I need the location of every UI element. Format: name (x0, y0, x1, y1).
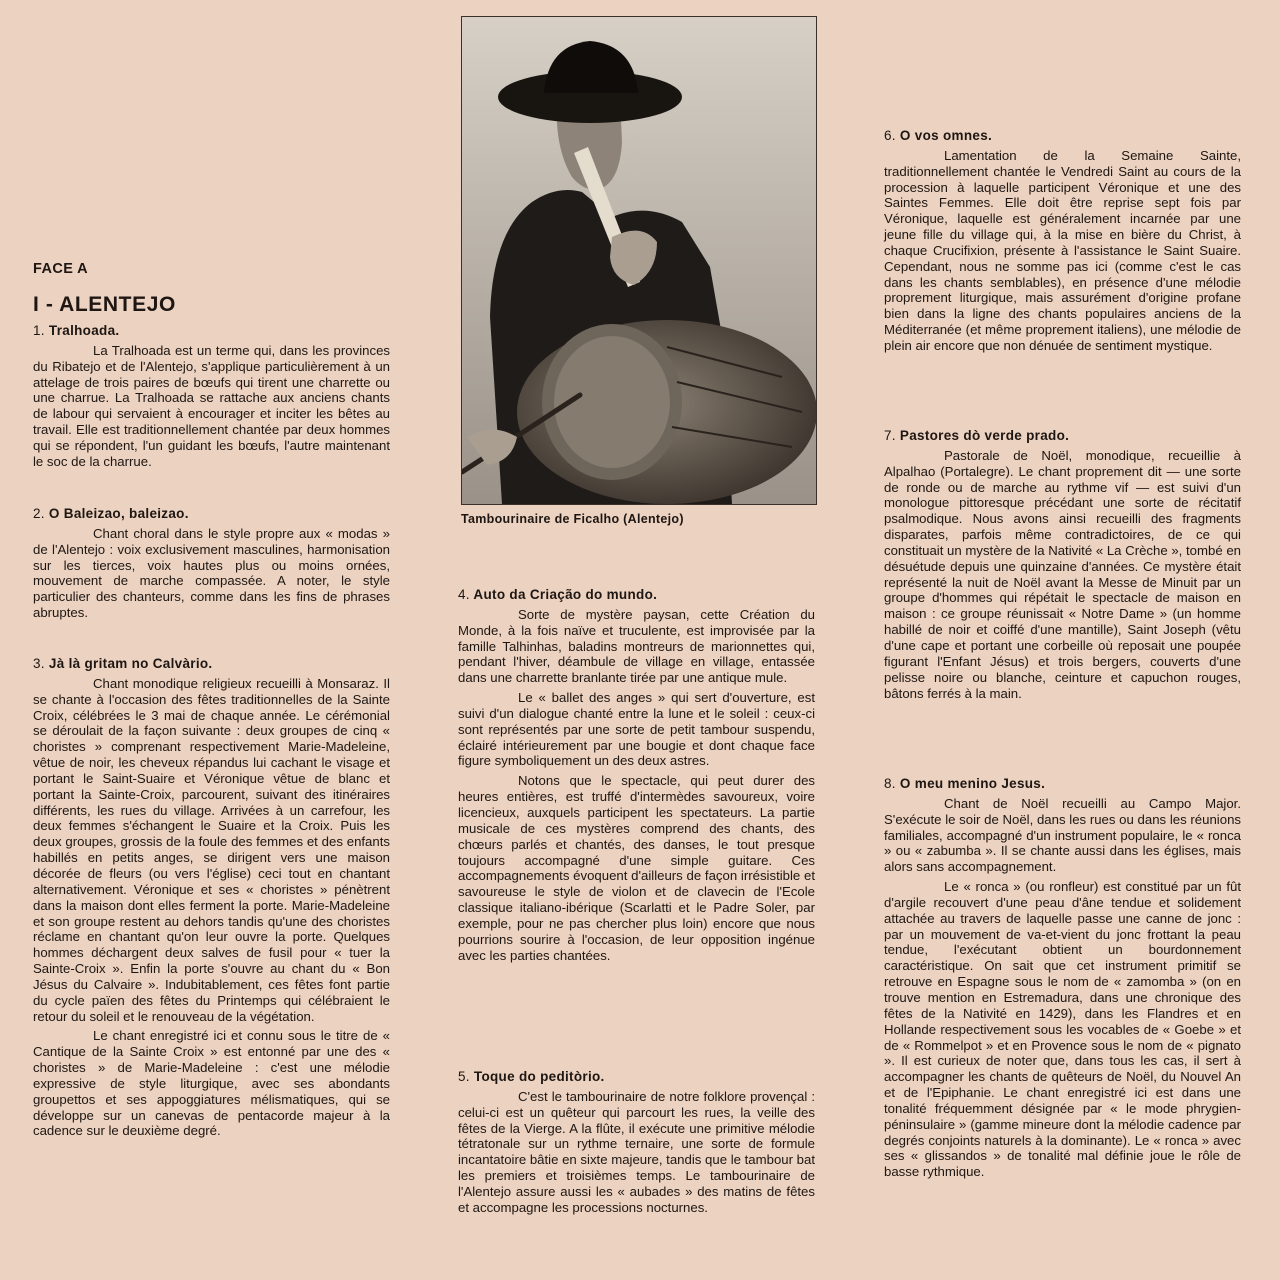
section-heading: 3. Jà là gritam no Calvàrio. (33, 656, 213, 671)
section-auto-da-criacao (458, 587, 815, 1069)
section-paragraph: Chant monodique religieux recueilli à Monsaraz. Il se chante à l'occasion des fêtes traditionnelles de la Sainte Croix, célébrées le 3 mai de chaque année. Le cérémonial se déroulait de la façon suivante : deux groupes de cinq « choristes » comprenant respectivement Marie-Madeleine, vêtue de noir, les cheveux répandus lui cachant le visage et portant le Saint-Suaire et Véronique vêtue de blanc et portant la Sainte-Croix, parcourent, suivant des itinéraires différents, les rues du village. Arrivées à un carrefour, les deux femmes s'échangent le Suaire et la Croix. Puis les deux groupes, grossis de la foule des femmes et des enfants habillés en petits anges, se dirigent vers une maison décorée de fleurs (ou vers l'église) ceci tout en chantant alternativement. Véronique et ses « choristes » pénètrent dans la maison dont elles ferment la porte. Marie-Madeleine et son groupe restent au dehors tandis qu'une des choristes réclame en chantant qu'on leur ouvre la porte. Quelques hommes déchargent deux salves de fusil pour « tuer la Sainte-Croix ». Enfin la porte s'ouvre au chant du « Bon Jésus du Calvaire ». Indubitablement, ces fêtes font partie du cycle païen des fêtes du Printemps qui célébraient le retour du soleil et le renouveau de la végétation. (33, 675, 390, 1024)
section-pastores (884, 428, 1241, 776)
section-o-vos-omnes (884, 128, 1241, 428)
section-tralhoada (33, 323, 390, 506)
column-right (884, 128, 1241, 1180)
section-heading: 4. Auto da Criação do mundo. (458, 587, 658, 602)
photo-tambourinaire (461, 16, 817, 505)
section-toque-do-peditorio (458, 1069, 815, 1216)
section-paragraph: La Tralhoada est un terme qui, dans les provinces du Ribatejo et de l'Alentejo, s'applique particulièrement à un attelage de trois paires de bœufs qui tirent une charrette ou une charrue. La Tralhoada se rattache aux anciens chants de labour qui servaient à encourager et inciter les bêtes au travail. Elle est traditionnellement chantée par deux hommes qui se répondent, l'un guidant les bœufs, l'autre maintenant le soc de la charrue. (33, 342, 390, 469)
tambourinaire-illustration (462, 17, 816, 504)
section-heading: 7. Pastores dò verde prado. (884, 428, 1070, 443)
section-paragraph: Le « ronca » (ou ronfleur) est constitué par un fût d'argile recouvert d'une peau d'âne tendue et solidement attachée au travers de laquelle passe une canne de jonc : par un mouvement de va-et-vient du jonc frottant la peau tendue, l'exécutant obtient un bourdonnement caractéristique. On sait que cet instrument primitif se retrouve en Espagne sous le nom de « zamomba » (on en trouve mention en Estremadura, dans une chronique des fêtes de la Nativité en 1429), dans les Flandres et en Hollande respectivement sous les vocables de « Goebe » et de « Rommelpot » et en Provence sous le nom de « pignato ». Il est curieux de noter que, dans tous les cas, il sert à accompagner les chants de quêteurs de Noël, du Nouvel An et de l'Epiphanie. Le chant enregistré ici est dans une tonalité fréquemment désignée par « le mode phrygien-péninsulaire » (gamme mineure dont la mélodie cadence par degrés conjoints naturels à la dominante). Le « ronca » avec ses « glissandos » de tonalité mal définie joue le rôle de basse rythmique. (884, 879, 1241, 1180)
section-paragraph: Lamentation de la Semaine Sainte, traditionnellement chantée le Vendredi Saint au cours de la procession à laquelle participent Véronique et une des Saintes Femmes. Elle doit être reprise sept fois par Véronique, laquelle est généralement incarnée par une jeune fille du village qui, à la mise en bière du Christ, à chaque Crucifixion, présente à l'assistance le Saint Suaire. Cependant, nous ne somme pas ici (comme c'est le cas dans les chants semblables), en présence d'une mélodie proprement liturgique, mais assurément d'origine profane bien dans la ligne des chants populaires anciens de la Méditerranée (et même proprement italiens), une mélodie de plein air encore que non dénuée de sentiment mystique. (884, 147, 1241, 353)
column-middle (458, 587, 815, 1216)
section-heading: 1. Tralhoada. (33, 323, 120, 338)
section-o-meu-menino-jesus (884, 776, 1241, 1180)
section-paragraph: C'est le tambourinaire de notre folklore provençal : celui-ci est un quêteur qui parcourt les rues, la veille des fêtes de la Vierge. A la flûte, il exécute une primitive mélodie tétratonale sur un rythme ternaire, une sorte de formule incantatoire bâtie en sixte majeure, tandis que le tambour bat les premiers et troisièmes temps. Le tambourinaire de l'Alentejo assure aussi les « aubades » des matins de fêtes et accompagne les processions nocturnes. (458, 1088, 816, 1215)
section-paragraph: Sorte de mystère paysan, cette Création du Monde, à la fois naïve et truculente, est improvisée par la famille Talhinhas, baladins montreurs de marionnettes qui, pendant l'hiver, déambule de village en village, entassée dans une charrette branlante tirée par une antique mule. (458, 606, 815, 686)
section-heading: 8. O meu menino Jesus. (884, 776, 1046, 791)
section-heading: 6. O vos omnes. (884, 128, 993, 143)
section-paragraph: Le chant enregistré ici et connu sous le titre de « Cantique de la Sainte Croix » est entonné par une des « choristes » de Marie-Madeleine : c'est une mélodie expressive de style liturgique, avec ses abondants groupettos et ses appoggiatures mélismatiques, qui se développe sur un canevas de pentacorde majeur à la cadence sur le deuxième degré. (33, 1028, 390, 1139)
region-title: I - ALENTEJO (33, 293, 176, 316)
section-paragraph: Le « ballet des anges » qui sert d'ouverture, est suivi d'un dialogue chanté entre la lune et le soleil : ceux-ci sont représentés par une sorte de petit tambour suspendu, éclairé intérieurement par une bougie et dont chaque face figure symboliquement un des deux astres. (458, 690, 815, 769)
face-label: FACE A (33, 261, 89, 277)
section-heading: 2. O Baleizao, baleizao. (33, 506, 189, 521)
section-heading: 5. Toque do peditòrio. (458, 1069, 605, 1084)
section-paragraph: Pastorale de Noël, monodique, recueillie à Alpalhao (Portalegre). Le chant proprement dit — une sorte de ronde ou de marche au rythme vif — est suivi d'un monologue pittoresque précédant une sorte de récitatif psalmodique. Nous avons ainsi recueilli des fragments disparates, parfois même contradictoires, de ce qui constituait un mystère de la Nativité « La Crèche », tombé en désuétude depuis une quinzaine d'années. Ce mystère était représenté la nuit de Noël avant la Messe de Minuit par un groupe d'hommes qui répétait le spectacle de maison en maison : ce groupe réunissait « Notre Dame » (un homme habillé de noir et coiffé d'une mantille), Saint Joseph (vêtu d'une cape et portant une corbeille où reposait une poupée figurant l'Enfant Jésus) et trois bergers, couverts d'une pelisse noire ou blanche, ceinture et capuchon rouges, bâtons ferrés à la main. (884, 447, 1241, 701)
photo-caption: Tambourinaire de Ficalho (Alentejo) (461, 512, 684, 526)
section-paragraph: Chant choral dans le style propre aux « modas » de l'Alentejo : voix exclusivement masculines, harmonisation sur les tierces, voix hautes plus ou moins ornées, mouvement de marche compassée. A noter, le style particulier des chanteurs, comme dans les fins de phrases abruptes. (33, 525, 390, 621)
section-baleizao (33, 506, 390, 656)
column-left (33, 323, 390, 1139)
section-paragraph: Notons que le spectacle, qui peut durer des heures entières, est truffé d'intermèdes savoureux, voire licencieux, auxquels participent les spectateurs. La partie musicale de ces mystères comprend des chants, des chœurs parlés et chantés, des danses, le tout presque toujours accompagné d'une simple guitare. Ces accompagnements évoquent d'ailleurs de façon irrésistible et savoureuse le style de violon et de clavecin de l'Ecole classique italiano-ibérique (Scarlatti et le Padre Soler, par exemple, pour ne pas chercher plus loin) encore que nous pourrions sourire à l'occasion, de leur opposition ingénue avec les parties chantées. (458, 773, 815, 963)
section-calvario (33, 656, 390, 1139)
section-paragraph: Chant de Noël recueilli au Campo Major. S'exécute le soir de Noël, dans les rues ou dans les réunions familiales, accompagné d'un instrument populaire, le « ronca » ou « zabumba ». Il se chante aussi dans les églises, mais alors sans accompagnement. (884, 795, 1241, 875)
